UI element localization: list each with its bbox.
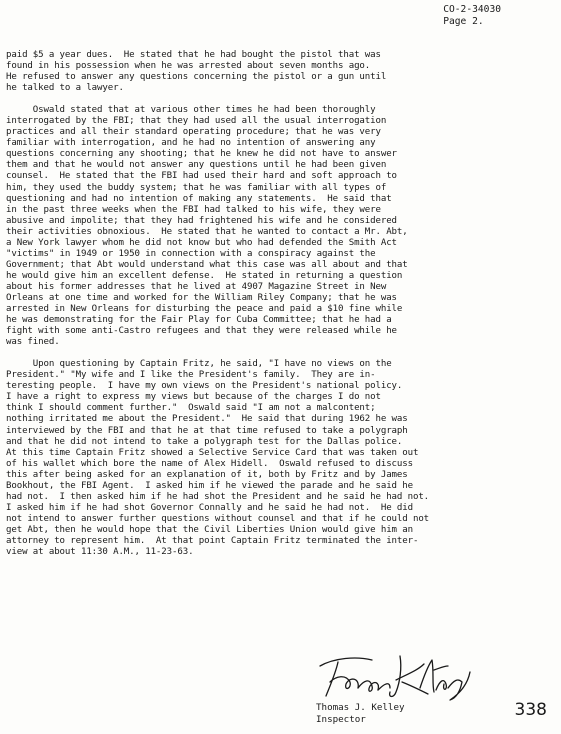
paragraph bbox=[6, 359, 554, 558]
text-line: practices and all their standard operating procedure; that he was very bbox=[6, 127, 381, 138]
text-line: questions concerning any shooting; that he knew he did not have to answer bbox=[6, 149, 397, 160]
text-line: a New York lawyer whom he did not know but who had defended the Smith Act bbox=[6, 237, 397, 248]
signatory-name: Thomas J. Kelley bbox=[316, 702, 405, 713]
text-line: familiar with interrogation, and he had no intention of answering any bbox=[6, 138, 376, 149]
document-body bbox=[6, 50, 554, 569]
text-line: I asked him if he had shot Governor Connally and he said he had not. He did bbox=[6, 502, 413, 513]
paragraph bbox=[6, 50, 554, 94]
signature-block bbox=[316, 658, 486, 725]
text-line: view at about 11:30 A.M., 11-23-63. bbox=[6, 547, 194, 558]
text-line: I have a right to express my views but because of the charges I do not bbox=[6, 392, 381, 403]
text-line: about his former addresses that he lived at 4907 Magazine Street in New bbox=[6, 281, 387, 292]
text-line: President." "My wife and I like the President's family. They are in- bbox=[6, 370, 376, 381]
text-line: was fined. bbox=[6, 337, 60, 348]
text-line: and that he did not intend to take a polygraph test for the Dallas police. bbox=[6, 436, 403, 447]
handwritten-signature bbox=[316, 652, 486, 702]
text-line: attorney to represent him. At that point Captain Fritz terminated the inter- bbox=[6, 535, 419, 546]
text-line: counsel. He stated that the FBI had used their hard and soft approach to bbox=[6, 171, 397, 182]
text-line: of his wallet which bore the name of Alex Hidell. Oswald refused to discuss bbox=[6, 458, 413, 469]
text-line: At this time Captain Fritz showed a Selective Service Card that was taken out bbox=[6, 447, 419, 458]
text-line: Oswald stated that at various other times he had been thoroughly bbox=[6, 105, 376, 116]
document-id: CO-2-34030 bbox=[443, 4, 501, 15]
page-number: 338 bbox=[514, 700, 547, 720]
text-line: Bookhout, the FBI Agent. I asked him if he viewed the parade and he said he bbox=[6, 480, 413, 491]
text-line: found in his possession when he was arrested about seven months ago. bbox=[6, 61, 371, 72]
text-line: get Abt, then he would hope that the Civil Liberties Union would give him an bbox=[6, 524, 413, 535]
text-line: abusive and impolite; that they had frightened his wife and he considered bbox=[6, 215, 397, 226]
text-line: fight with some anti-Castro refugees and that they were released while he bbox=[6, 326, 397, 337]
text-line: teresting people. I have my own views on the President's national policy. bbox=[6, 381, 403, 392]
text-line: not intend to answer further questions without counsel and that if he could not bbox=[6, 513, 430, 524]
text-line: their activities obnoxious. He stated that he wanted to contact a Mr. Abt, bbox=[6, 226, 408, 237]
text-line: questioning and had no intention of making any statements. He said that bbox=[6, 193, 392, 204]
text-line: Upon questioning by Captain Fritz, he said, "I have no views on the bbox=[6, 359, 392, 370]
text-line: "victims" in 1949 or 1950 in connection with a conspiracy against the bbox=[6, 248, 376, 259]
text-line: he was demonstrating for the Fair Play for Cuba Committee; that he had a bbox=[6, 315, 392, 326]
text-line: he would give him an excellent defense. He stated in returning a question bbox=[6, 270, 403, 281]
text-line: Orleans at one time and worked for the William Riley Company; that he was bbox=[6, 292, 397, 303]
signatory-title: Inspector bbox=[316, 714, 366, 725]
text-line: he talked to a lawyer. bbox=[6, 83, 124, 94]
text-line: them and that he would not answer any questions until he had been given bbox=[6, 160, 387, 171]
text-line: had not. I then asked him if he had shot the President and he said he had not. bbox=[6, 491, 430, 502]
text-line: this after being asked for an explanation of it, both by Fritz and by James bbox=[6, 469, 408, 480]
text-line: arrested in New Orleans for disturbing the peace and paid a $10 fine while bbox=[6, 304, 403, 315]
text-line: paid $5 a year dues. He stated that he had bought the pistol that was bbox=[6, 50, 381, 60]
text-line: him, they used the buddy system; that he was familiar with all types of bbox=[6, 182, 387, 193]
text-line: interrogated by the FBI; that they had used all the usual interrogation bbox=[6, 116, 387, 127]
text-line: He refused to answer any questions concerning the pistol or a gun until bbox=[6, 72, 387, 83]
text-line: nothing irritated me about the President." He said that during 1962 he was bbox=[6, 414, 408, 425]
text-line: in the past three weeks when the FBI had talked to his wife, they were bbox=[6, 204, 381, 215]
page-label: Page 2. bbox=[443, 16, 484, 27]
paragraph bbox=[6, 105, 554, 348]
text-line: think I should comment further." Oswald said "I am not a malcontent; bbox=[6, 403, 376, 414]
document-header bbox=[443, 4, 501, 28]
text-line: Government; that Abt would understand what this case was all about and that bbox=[6, 259, 408, 270]
text-line: interviewed by the FBI and that he at that time refused to take a polygraph bbox=[6, 425, 408, 436]
